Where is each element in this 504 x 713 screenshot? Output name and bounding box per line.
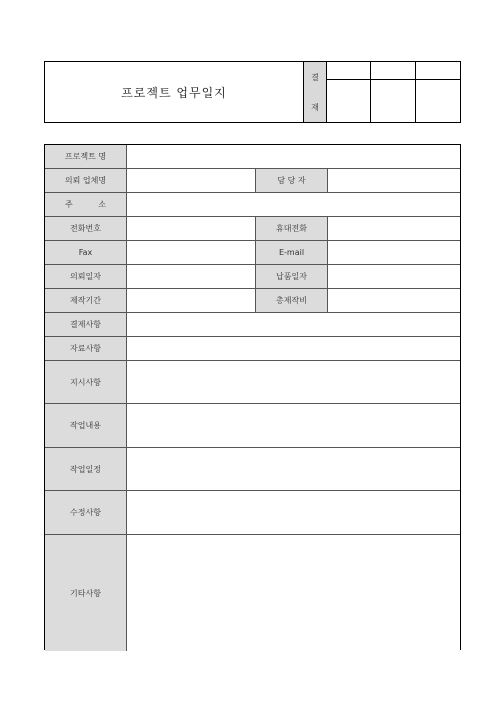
- document-header: [44, 61, 461, 123]
- instruction-field[interactable]: [127, 361, 460, 403]
- approval-header-cell-3: [416, 62, 461, 80]
- delivery-date-field[interactable]: [328, 265, 460, 288]
- phone-field[interactable]: [127, 217, 256, 240]
- approval-sign-cell-1[interactable]: [327, 80, 371, 122]
- approval-label-top: 결: [311, 72, 319, 82]
- instruction-label: 지시사항: [45, 361, 127, 403]
- project-name-label: 프로젝트 명: [45, 145, 127, 168]
- row-material: [45, 337, 460, 361]
- address-label: 주 소: [45, 193, 127, 216]
- material-field[interactable]: [127, 337, 460, 360]
- payment-field[interactable]: [127, 313, 460, 336]
- etc-field[interactable]: [127, 535, 460, 651]
- row-schedule: [45, 448, 460, 491]
- schedule-label: 작업일정: [45, 448, 127, 490]
- request-date-label: 의뢰일자: [45, 265, 127, 288]
- period-field[interactable]: [127, 289, 256, 312]
- email-label: E-mail: [256, 241, 328, 264]
- phone-label: 전화번호: [45, 217, 127, 240]
- row-payment: [45, 313, 460, 337]
- row-instruction: [45, 361, 460, 404]
- approval-signature-grid: [326, 62, 461, 122]
- row-request-date: [45, 265, 460, 289]
- row-fax: [45, 241, 460, 265]
- client-field[interactable]: [127, 169, 256, 192]
- row-work-content: [45, 404, 460, 448]
- total-cost-label: 총제작비: [256, 289, 328, 312]
- revision-field[interactable]: [127, 491, 460, 534]
- row-etc: [45, 535, 460, 651]
- work-content-field[interactable]: [127, 404, 460, 447]
- request-date-field[interactable]: [127, 265, 256, 288]
- client-label: 의뢰 업체명: [45, 169, 127, 192]
- row-client: [45, 169, 460, 193]
- row-revision: [45, 491, 460, 535]
- approval-header-cell-2: [371, 62, 416, 80]
- approval-sign-cell-3[interactable]: [416, 80, 461, 122]
- email-field[interactable]: [328, 241, 460, 264]
- row-address: [45, 193, 460, 217]
- fax-field[interactable]: [127, 241, 256, 264]
- manager-field[interactable]: [328, 169, 460, 192]
- fax-label: Fax: [45, 241, 127, 264]
- approval-label: [303, 62, 326, 122]
- address-field[interactable]: [127, 193, 460, 216]
- schedule-field[interactable]: [127, 448, 460, 490]
- approval-label-bottom: 재: [311, 102, 319, 112]
- revision-label: 수정사항: [45, 491, 127, 534]
- total-cost-field[interactable]: [328, 289, 460, 312]
- material-label: 자료사항: [45, 337, 127, 360]
- etc-label: 기타사항: [45, 535, 127, 651]
- row-project-name: [45, 145, 460, 169]
- document-title: 프로젝트 업무일지: [121, 85, 227, 100]
- mobile-field[interactable]: [328, 217, 460, 240]
- manager-label: 담 당 자: [256, 169, 328, 192]
- approval-header-cell-1: [327, 62, 371, 80]
- work-log-form: [44, 144, 461, 650]
- mobile-label: 휴대전화: [256, 217, 328, 240]
- payment-label: 결제사항: [45, 313, 127, 336]
- approval-sign-cell-2[interactable]: [371, 80, 416, 122]
- project-name-field[interactable]: [127, 145, 460, 168]
- row-period: [45, 289, 460, 313]
- period-label: 제작기간: [45, 289, 127, 312]
- delivery-date-label: 납품일자: [256, 265, 328, 288]
- work-content-label: 작업내용: [45, 404, 127, 447]
- row-phone: [45, 217, 460, 241]
